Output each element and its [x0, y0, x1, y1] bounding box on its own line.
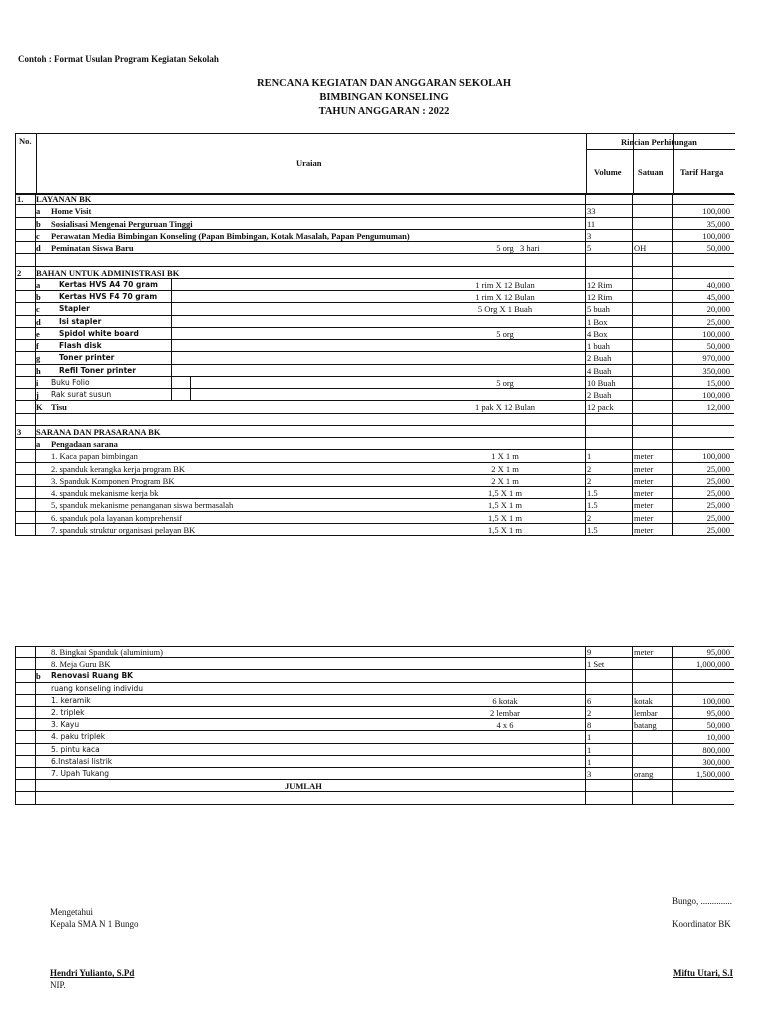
cell-uraian: Isi stapler	[59, 316, 102, 326]
cell-sat: orang	[634, 769, 654, 779]
cell-uraian: 7. Upah Tukang	[51, 769, 110, 778]
cell-trf: 45,000	[706, 292, 730, 302]
cell-uraian: Stapler	[59, 304, 90, 314]
cell-vol: 2	[587, 463, 592, 474]
cell-trf: 1,500,000	[696, 769, 730, 779]
doc-title-line1: RENCANA KEGIATAN DAN ANGGARAN SEKOLAH	[257, 78, 511, 89]
cell-vol: 1.5	[587, 488, 598, 498]
cell-trf: 10,000	[706, 732, 730, 743]
cell-trf: 25,000	[706, 488, 730, 498]
table-row	[15, 352, 734, 364]
cell-sp: 5 org	[496, 243, 514, 253]
cell-vol: 1	[587, 732, 592, 743]
cell-trf: 15,000	[706, 377, 730, 388]
cell-sp: 1,5 X 1 m	[488, 500, 522, 511]
cell-uraian: 2. triplek	[51, 708, 85, 717]
cell-uraian: Tisu	[51, 402, 67, 413]
cell-trf: 100,000	[702, 695, 730, 706]
cell-trf: 12,000	[706, 402, 730, 413]
cell-vol: 3	[587, 769, 592, 779]
doc-title-line2: BIMBINGAN KONSELING	[319, 92, 449, 103]
cell-lt: b	[36, 671, 41, 682]
table-row	[15, 646, 734, 658]
cell-lt: d	[36, 316, 41, 327]
doc-title-line3: TAHUN ANGGARAN : 2022	[318, 106, 450, 117]
cell-uraian: Home Visit	[51, 206, 92, 217]
cell-uraian: Kertas HVS A4 70 gram	[59, 279, 158, 289]
cell-sat: lembar	[634, 708, 658, 718]
cell-uraian: Pengadaan sarana	[51, 439, 118, 449]
cell-vol: 1 Box	[587, 316, 608, 327]
cell-uraian: LAYANAN BK	[36, 194, 92, 204]
coordinator-name: Miftu Utari, S.I	[673, 968, 733, 978]
cell-sat: meter	[634, 451, 654, 462]
cell-sat: meter	[634, 500, 654, 511]
cell-trf: 25,000	[706, 463, 730, 474]
cell-vol: 6	[587, 695, 592, 706]
cell-trf: 25,000	[706, 475, 730, 486]
cell-vol: 9	[587, 647, 592, 657]
nip-label: NIP.	[50, 980, 66, 990]
table-row	[15, 683, 734, 695]
table-row	[15, 389, 734, 401]
cell-lt: e	[36, 328, 40, 339]
cell-uraian: Spidol white board	[59, 328, 139, 338]
cell-trf: 25,000	[706, 512, 730, 523]
cell-sp: 1,5 X 1 m	[488, 512, 522, 523]
table-row	[15, 780, 734, 792]
cell-trf: 300,000	[702, 756, 730, 767]
cell-vol: 1.5	[587, 524, 598, 535]
cell-uraian: BAHAN UNTUK ADMINISTRASI BK	[36, 267, 180, 278]
cell-lt: c	[36, 304, 40, 315]
cell-vol: 4 Buah	[587, 365, 612, 376]
cell-uraian: Sosialisasi Mengenai Perguruan Tinggi	[51, 218, 193, 229]
table-row	[15, 291, 734, 303]
cell-lt: f	[36, 341, 39, 351]
cell-vol: 11	[587, 218, 596, 229]
table-row	[15, 768, 734, 780]
cell-trf: 100,000	[702, 230, 730, 241]
table-row	[15, 512, 734, 524]
cell-uraian: JUMLAH	[285, 781, 322, 792]
cell-lt: g	[36, 353, 41, 364]
budget-table-part2	[15, 646, 734, 805]
cell-lt: b	[36, 292, 41, 302]
cell-no: 2	[17, 267, 22, 278]
cell-lt: b	[36, 218, 41, 229]
cell-trf: 100,000	[702, 206, 730, 217]
principal-title: Kepala SMA N 1 Bungo	[50, 919, 139, 929]
cell-sp: 1,5 X 1 m	[488, 488, 522, 498]
cell-vol: 12 Rim	[587, 279, 613, 290]
cell-lt: i	[36, 377, 39, 388]
cell-trf: 100,000	[702, 451, 730, 462]
table-row	[15, 524, 734, 536]
cell-trf: 25,000	[706, 316, 730, 327]
table-row	[15, 316, 734, 328]
cell-uraian: Renovasi Ruang BK	[51, 671, 133, 681]
cell-uraian: 1. Kaca papan bimbingan	[51, 451, 138, 462]
cell-vol: 2	[587, 708, 592, 718]
cell-sp: 2 X 1 m	[491, 463, 519, 474]
table-row	[15, 242, 734, 254]
table-row	[15, 658, 734, 670]
table-row	[15, 218, 734, 230]
cell-sp: 4 x 6	[496, 720, 514, 731]
cell-lt: h	[36, 365, 41, 376]
table-row	[15, 438, 734, 450]
table-row	[15, 303, 734, 315]
cell-trf: 25,000	[706, 524, 730, 535]
cell-vol: 5	[587, 243, 592, 253]
cell-vol: 2	[587, 512, 592, 523]
cell-vol: 10 Buah	[587, 377, 616, 388]
cell-sp: 5 org	[496, 377, 514, 388]
coordinator-title: Koordinator BK	[672, 919, 731, 929]
cell-uraian: 1. keramik	[51, 695, 91, 705]
cell-uraian: SARANA DAN PRASARANA BK	[36, 426, 161, 437]
cell-vol: 1 Set	[587, 659, 605, 670]
cell-vol: 2 Buah	[587, 353, 612, 364]
cell-trf: 20,000	[706, 304, 730, 315]
cell-uraian: 5. pintu kaca	[51, 744, 100, 754]
table-row	[15, 719, 734, 731]
cell-sat: meter	[634, 488, 654, 498]
table-row	[15, 205, 734, 217]
cell-uraian: 6.Instalasi listrik	[51, 756, 113, 766]
cell-uraian: Buku Folio	[51, 377, 90, 387]
cell-uraian: ruang konseling individu	[51, 683, 144, 693]
table-row	[15, 487, 734, 499]
cell-sp: 2 X 1 m	[491, 475, 519, 486]
table-row	[15, 377, 734, 389]
table-row	[15, 744, 734, 756]
cell-sat: meter	[634, 512, 654, 523]
cell-trf: 35,000	[706, 218, 730, 229]
header-tarif: Tarif Harga	[680, 167, 724, 177]
budget-table-part1	[15, 193, 734, 536]
cell-sp: 2 lembar	[490, 708, 520, 718]
table-row	[15, 670, 734, 682]
table-row	[15, 328, 734, 340]
cell-uraian: Refil Toner printer	[59, 365, 136, 375]
table-row	[15, 365, 734, 377]
cell-uraian: 2. spanduk kerangka kerja program BK	[51, 463, 186, 474]
cell-vol: 8	[587, 720, 592, 731]
cell-sat: kotak	[634, 695, 653, 706]
cell-sp: 1 pak X 12 Bulan	[475, 402, 535, 413]
cell-sat: meter	[634, 524, 654, 535]
cell-sp: 1 rim X 12 Bulan	[475, 279, 535, 290]
cell-sp: 6 kotak	[492, 695, 518, 706]
table-row	[15, 267, 734, 279]
cell-vol: 1 buah	[587, 341, 610, 351]
cell-vol: 12 pack	[587, 402, 614, 413]
table-header	[15, 133, 735, 195]
cell-sat: OH	[634, 243, 647, 253]
cell-vol: 1	[587, 451, 592, 462]
cell-lt: a	[36, 279, 41, 290]
cell-trf: 95,000	[706, 647, 730, 657]
cell-uraian: Perawatan Media Bimbingan Konseling (Papan Bimbingan, Kotak Masalah, Papan Pengumuman)	[51, 230, 410, 241]
cell-uraian: Kertas HVS F4 70 gram	[59, 292, 158, 301]
cell-sat: meter	[634, 475, 654, 486]
cell-vol: 2 Buah	[587, 390, 612, 400]
header-no: No.	[19, 136, 32, 146]
cell-trf: 1,000,000	[696, 659, 730, 670]
header-volume: Volume	[594, 167, 622, 177]
cell-lt: K	[36, 402, 43, 413]
cell-uraian: 8. Bingkai Spanduk (aluminium)	[51, 647, 163, 657]
cell-sat: meter	[634, 647, 654, 657]
principal-name: Hendri Yulianto, S.Pd	[50, 968, 135, 978]
cell-vol: 1.5	[587, 500, 598, 511]
header-rincian: Rincian Perhitungan	[621, 137, 697, 147]
cell-uraian: Flash disk	[59, 341, 102, 350]
cell-trf: 100,000	[702, 390, 730, 400]
cell-uraian: Toner printer	[59, 353, 115, 363]
cell-trf: 100,000	[702, 328, 730, 339]
table-row	[15, 401, 734, 413]
cell-trf: 40,000	[706, 279, 730, 290]
cell-sp: 1 rim X 12 Bulan	[475, 292, 535, 302]
cell-vol: 4 Box	[587, 328, 608, 339]
cell-trf: 50,000	[706, 341, 730, 351]
cell-sat: batang	[634, 720, 657, 731]
cell-ex: 3 hari	[520, 243, 540, 253]
cell-uraian: 7. spanduk struktur organisasi pelayan BK	[51, 524, 196, 535]
cell-uraian: 4. paku triplek	[51, 732, 106, 742]
table-row	[15, 414, 734, 426]
header-satuan: Satuan	[638, 167, 664, 177]
cell-uraian: Peminatan Siswa Baru	[51, 243, 134, 253]
cell-uraian: 4. spanduk mekanisme kerja bk	[51, 488, 159, 498]
table-row	[15, 792, 734, 804]
header-uraian: Uraian	[296, 158, 322, 168]
cell-vol: 5 buah	[587, 304, 610, 315]
table-row	[15, 450, 734, 462]
table-row	[15, 463, 734, 475]
table-row	[15, 756, 734, 768]
cell-uraian: 3. Spanduk Komponen Program BK	[51, 475, 175, 486]
cell-no: 1.	[17, 194, 24, 204]
format-note: Contoh : Format Usulan Program Kegiatan Sekolah	[18, 54, 219, 64]
cell-trf: 800,000	[702, 744, 730, 755]
table-row	[15, 230, 734, 242]
cell-trf: 95,000	[706, 708, 730, 718]
table-row	[15, 707, 734, 719]
cell-trf: 970,000	[702, 353, 730, 364]
place-date: Bungo, ..............	[672, 896, 733, 906]
table-row	[15, 254, 734, 266]
cell-uraian: 8. Meja Guru BK	[51, 659, 111, 670]
cell-sp: 1,5 X 1 m	[488, 524, 522, 535]
table-row	[15, 426, 734, 438]
cell-uraian: 6. spanduk pola layanan komprehensif	[51, 512, 183, 523]
cell-uraian: 5, spanduk mekanisme penanganan siswa bermasalah	[51, 500, 234, 511]
cell-vol: 3	[587, 230, 592, 241]
cell-vol: 33	[587, 206, 596, 217]
cell-trf: 350,000	[702, 365, 730, 376]
cell-vol: 1	[587, 756, 592, 767]
table-row	[15, 340, 734, 352]
cell-trf: 25,000	[706, 500, 730, 511]
cell-lt: c	[36, 230, 40, 241]
table-row	[15, 499, 734, 511]
table-row	[15, 475, 734, 487]
cell-lt: a	[36, 439, 41, 449]
cell-vol: 1	[587, 744, 592, 755]
cell-uraian: Rak surat susun	[51, 390, 112, 399]
cell-trf: 50,000	[706, 243, 730, 253]
table-row	[15, 731, 734, 743]
cell-trf: 50,000	[706, 720, 730, 731]
cell-uraian: 3. Kayu	[51, 720, 80, 730]
cell-sp: 5 org	[496, 328, 514, 339]
cell-vol: 2	[587, 475, 592, 486]
cell-lt: d	[36, 243, 41, 253]
table-row	[15, 695, 734, 707]
cell-lt: a	[36, 206, 41, 217]
cell-lt: j	[36, 390, 39, 400]
cell-sp: 1 X 1 m	[491, 451, 519, 462]
cell-sp: 5 Org X 1 Buah	[477, 304, 533, 315]
known-label: Mengetahui	[50, 907, 93, 917]
cell-sat: meter	[634, 463, 654, 474]
table-row	[15, 193, 734, 205]
cell-vol: 12 Rim	[587, 292, 613, 302]
cell-no: 3	[17, 426, 22, 437]
table-row	[15, 279, 734, 291]
